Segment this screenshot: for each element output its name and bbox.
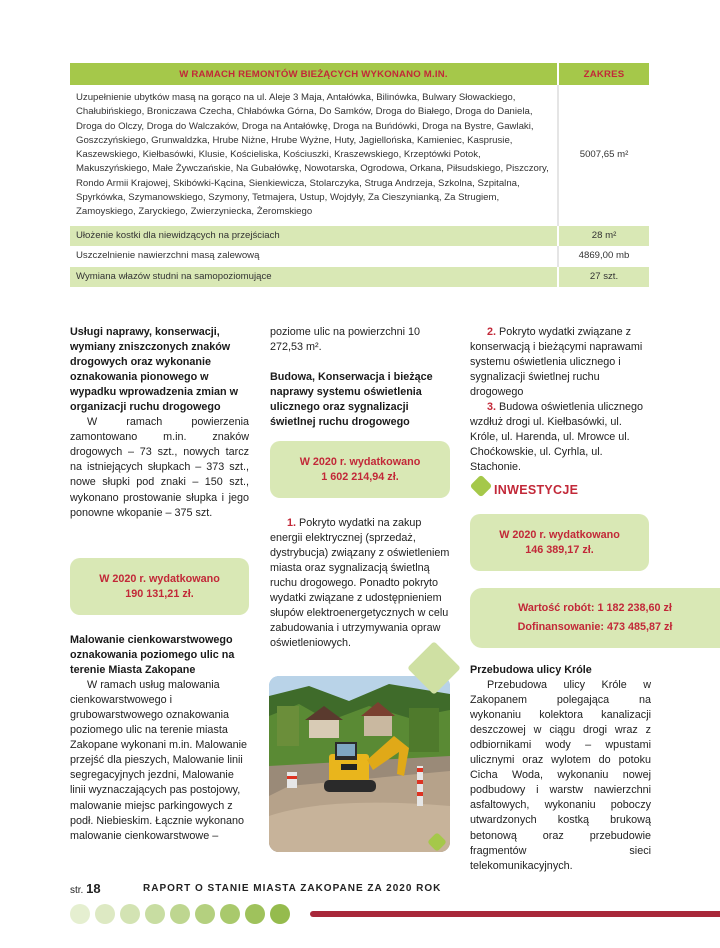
column-3-lower bbox=[470, 663, 651, 874]
cost-works: Wartość robót: 1 182 238,60 zł bbox=[518, 602, 672, 614]
decorative-dot-icon bbox=[245, 904, 265, 924]
investments-heading: INWESTYCJE bbox=[494, 483, 579, 497]
table-cell-scope: 5007,65 m² bbox=[558, 85, 649, 226]
spend-box-signs bbox=[70, 558, 249, 615]
decorative-dot-icon bbox=[70, 904, 90, 924]
table-header-row bbox=[70, 63, 649, 85]
construction-photo bbox=[269, 676, 450, 852]
decorative-dot-icon bbox=[270, 904, 290, 924]
footer-red-bar bbox=[310, 911, 720, 917]
table-cell-scope: 27 szt. bbox=[558, 267, 649, 287]
list-item-text: Pokryto wydatki związane z konserwacją i bieżącymi naprawami systemu oświetlenia ulicznego i sygnalizacji świetlnej ruchu drogowego bbox=[470, 326, 643, 399]
section-text-painting: W ramach usług malowania cienkowarstwowego i grubowarstwowego oznakowania poziomego ulic na terenie miasta Zakopane wykonani m.in. Malowanie przejść dla pieszych, Malowanie linii segregacyjnych jezdni, Malowanie linii wyznaczających pas postojowy, malowanie miejsc parkingowych z podł. Niebieskim. Łącznie wykonano malowanie cienkowarstwowe – bbox=[70, 679, 248, 842]
list-item-text: Budowa oświetlenia ulicznego wzdłuż drogi ul. Kiełbasówki, ul. Króle, ul. Harenda, ul. Mrowce ul. Choćkowskie, ul. Cyrhla, ul. Stachonie. bbox=[470, 401, 644, 474]
section-marker-icon bbox=[470, 475, 493, 498]
spend-label: W 2020 r. wydatkowano bbox=[499, 528, 620, 541]
decorative-dot-icon bbox=[195, 904, 215, 924]
section-heading-krole: Przebudowa ulicy Króle bbox=[470, 664, 592, 676]
column-2-lower bbox=[270, 516, 451, 651]
spend-box-investments bbox=[470, 514, 649, 571]
table-row bbox=[70, 85, 649, 226]
column-2 bbox=[270, 325, 449, 430]
list-number: 2. bbox=[487, 326, 497, 338]
excavator-photo-icon bbox=[269, 676, 450, 852]
spend-value: 190 131,21 zł. bbox=[125, 587, 194, 600]
footer-dots bbox=[70, 904, 290, 924]
repairs-table bbox=[70, 63, 649, 287]
spend-box-lighting bbox=[270, 441, 450, 498]
spend-value: 146 389,17 zł. bbox=[525, 543, 594, 556]
footer-title: RAPORT O STANIE MIASTA ZAKOPANE ZA 2020 ROK bbox=[143, 883, 442, 894]
column-3 bbox=[470, 325, 651, 475]
table-header-scope: ZAKRES bbox=[558, 63, 649, 85]
table-cell-scope: 28 m² bbox=[558, 226, 649, 246]
section-heading-lighting: Budowa, Konserwacja i bieżące naprawy systemu oświetlenia ulicznego oraz sygnalizacji świetlnej ruchu drogowego bbox=[270, 371, 433, 429]
page-number-value: 18 bbox=[86, 881, 101, 896]
table-row bbox=[70, 226, 649, 246]
list-number: 3. bbox=[487, 401, 497, 414]
section-text-krole: Przebudowa ulicy Króle w Zakopanem polegająca na wykonaniu kolektora kanalizacji deszczowej w ciągu drogi wraz z odbiornikami wody – wpustami ulicznymi oraz wylotem do potoku Cicha Woda, wykonaniu nowej podbudowy i warstw nawierzchni asfaltowych, wykonaniu poboczy utwardzonych kostką brukową betonową oraz przebudowie fragmentów sieci telekomunikacyjnych. bbox=[470, 679, 651, 872]
list-number: 1. bbox=[287, 517, 297, 529]
cost-box bbox=[470, 588, 720, 648]
page-number bbox=[70, 881, 101, 896]
section-text-continuation: poziome ulic na powierzchni 10 272,53 m². bbox=[270, 326, 421, 354]
decorative-dot-icon bbox=[120, 904, 140, 924]
column-1 bbox=[70, 325, 249, 521]
table-row bbox=[70, 267, 649, 287]
section-text-signs: W ramach powierzenia zamontowano m.in. znaków drogowych – 73 szt., nowych tarcz na istniejących słupkach – 373 szt., nowe słupki pod znaki – 150 szt., wykonano prostowanie słupka i jego ponowne wkopanie – 375 szt. bbox=[70, 416, 249, 519]
page-prefix: str. bbox=[70, 885, 84, 896]
section-heading-painting: Malowanie cienkowarstwowego oznakowania poziomego ulic na terenie Miasta Zakopane bbox=[70, 634, 235, 677]
decorative-dot-icon bbox=[95, 904, 115, 924]
table-cell-description: Uzupełnienie ubytków masą na gorąco na ul. Aleje 3 Maja, Antałówka, Bilinówka, Bulwary Słowackiego, Chałubińskiego, Broniczawa Czecha, Chłabówka Górna, Do Samków, Droga do Białego, Droga do Daniela, Droga do Olczy, Droga do Walczaków, Droga na Antałówkę, Droga na Buńdówki, Droga na Bystre, Gawlaki, Goszczyńskiego, Grunwaldzka, Hrube Niżne, Hrube Wyżne, Huty, Jagiellońska, Kamieniec, Kasprusie, Kaszewskiego, Kiełbasówki, Klusie, Kościeliska, Kościuszki, Kraszewskiego, Krzeptówki Potok, Makuszyńskiego, Małe Żywczańskie, Na Gubałówkę, Nowotarska, Ogrodowa, Orkana, Piłsudskiego, Piszczory, Rondo Armii Krajowej, Skibówki-Kącina, Sienkiewicza, Stolarczyka, Struga Andrzeja, Szkolna, Szpitalna, Spyrkówka, Szymanowskiego, Szymony, Tetmajera, Ustup, Wojdyły, Za Cieszynianką, Za Strugiem, Zamoyskiego, Zaryckiego, Zwierzyniecka, Żeromskiego bbox=[70, 85, 558, 226]
table-row bbox=[70, 246, 649, 267]
table-cell-description: Uszczelnienie nawierzchni masą zalewową bbox=[70, 246, 558, 267]
decorative-dot-icon bbox=[220, 904, 240, 924]
cost-funding: Dofinansowanie: 473 485,87 zł bbox=[517, 621, 673, 633]
table-cell-scope: 4869,00 mb bbox=[558, 246, 649, 267]
list-item-text: Pokryto wydatki na zakup energii elektrycznej (sprzedaż, dystrybucja) związany z oświetleniem miasta oraz sygnalizacją świetlną ruchu drogowego. Ponadto pokryto wydatki związane z udostępnieniem słupów elektroenergetycznych w celu zabudowania i utrzymywania opraw oświetleniowych. bbox=[270, 517, 450, 650]
decorative-dot-icon bbox=[145, 904, 165, 924]
table-cell-description: Wymiana włazów studni na samopoziomujące bbox=[70, 267, 558, 287]
column-1-lower bbox=[70, 633, 249, 844]
spend-value: 1 602 214,94 zł. bbox=[321, 470, 399, 483]
section-heading-signs: Usługi naprawy, konserwacji, wymiany zniszczonych znaków drogowych oraz wykonanie oznakowania pionowego w wypadku wprowadzenia zmian w organizacji ruchu drogowego bbox=[70, 326, 238, 414]
table-cell-description: Ułożenie kostki dla niewidzących na przejściach bbox=[70, 226, 558, 246]
spend-label: W 2020 r. wydatkowano bbox=[299, 455, 421, 468]
table-header-description: W RAMACH REMONTÓW BIEŻĄCYCH WYKONANO M.IN. bbox=[70, 63, 558, 85]
decorative-dot-icon bbox=[170, 904, 190, 924]
spend-label: W 2020 r. wydatkowano bbox=[99, 572, 220, 585]
